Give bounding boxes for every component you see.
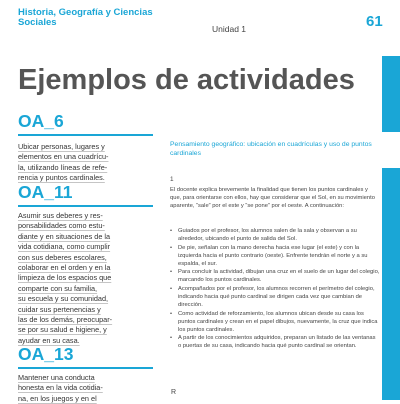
objective-line: cuidar sus pertenencias y (18, 304, 101, 314)
activity-step-text: Para concluir la actividad, dibujan una cruz en el suelo de un lugar del colegio, marcando los puntos cardinales. (178, 269, 380, 284)
objective-line: la, utilizando líneas de refe- (18, 162, 108, 172)
objective-description-oa6 (18, 142, 156, 184)
bullet-icon: • (170, 335, 173, 342)
objective-line: diante y en situaciones de la (18, 231, 111, 241)
objective-line: Ubicar personas, lugares y (18, 142, 105, 151)
objective-line: limpieza de los espacios que (18, 273, 112, 283)
objective-code-oa13: OA_13 (18, 344, 74, 364)
objective-line: comparte con su familia, (18, 283, 98, 293)
activity-step (170, 310, 380, 334)
activity-steps-list (170, 227, 380, 351)
activity-step-text: Acompañados por el profesor, los alumnos recorren el perímetro del colegio, indicando hacia qué punto cardinal se dirigen cada vez que cambian de dirección. (178, 285, 375, 309)
activity-step-text: De pie, señalan con la mano derecha hacia ese lugar (el este) y con la izquierda hacia el punto contrario (oeste). Enfrente tendrán el norte y a su espalda, el sur. (178, 244, 368, 267)
activity-step-text: Guiados por el profesor, los alumnos salen de la sala y observan a su alrededor, ubicando el punto de salida del Sol. (178, 228, 357, 243)
page-number: 61 (366, 13, 383, 30)
objective-line: rencia y puntos cardinales. (18, 173, 105, 183)
continues-reference: R (171, 389, 177, 396)
activity-step-text: A partir de los conocimientos adquiridos, preparan un listado de las ventanas o puertas de su casa, indicando hacia qué punto cardinal se orientan. (178, 335, 376, 350)
activity-step-text: Como actividad de reforzamiento, los alumnos ubican desde su casa los puntos cardinales y crean en el papel dibujos, nuevamente, la cruz que indica los puntos cardinales. (178, 310, 378, 333)
objective-line: se por su salud e higiene, y (18, 325, 107, 335)
objective-line: las de los demás, preocupar- (18, 315, 113, 325)
objective-description-oa13 (18, 373, 156, 404)
activity-heading: Pensamiento geográfico: ubicación en cuadrículas y uso de puntos cardinales (170, 141, 372, 158)
activity-step (170, 244, 380, 268)
activity-step (170, 268, 380, 284)
unit-label: Unidad 1 (212, 24, 247, 34)
bullet-icon: • (170, 285, 173, 292)
page-title: Ejemplos de actividades (18, 64, 355, 96)
subject-title: Historia, Geografía y Ciencias Sociales (18, 7, 153, 28)
objective-code-oa6: OA_6 (18, 111, 64, 131)
objective-line: na, en los juegos y en el (18, 393, 97, 403)
side-tab (382, 56, 400, 400)
objective-line: con sus deberes escolares, (18, 252, 107, 262)
bullet-icon: • (170, 244, 173, 251)
objective-description-oa11 (18, 211, 156, 346)
bullet-icon: • (170, 269, 173, 276)
objective-line: ayudar en su casa. (18, 335, 80, 345)
objective-line: vida cotidiana, como cumplir (18, 242, 111, 252)
objective-rule (18, 134, 153, 136)
objective-line: ponsabilidades como estu- (18, 221, 105, 231)
side-tab-notch (382, 132, 400, 168)
activity-step (170, 334, 380, 350)
objective-rule (18, 367, 153, 369)
activity-step (170, 285, 380, 309)
activity-intro: El docente explica brevemente la finalidad que tienen los puntos cardinales y que, para orientarse con ellos, hay que considerar que el Sol, en su movimiento aparente, “sale” por el este y “se pone” por el oeste. A continuación: (170, 187, 375, 210)
activity-number: 1 (170, 176, 174, 183)
objective-line: su escuela y su comunidad, (18, 294, 109, 304)
objective-line: Asumir sus deberes y res- (18, 211, 103, 220)
objective-line: colaborar en el orden y en la (18, 263, 111, 273)
objective-line: Mantener una conducta (18, 373, 95, 382)
objective-code-oa11: OA_11 (18, 182, 73, 202)
activity-step (170, 227, 380, 243)
objective-line: honesta en la vida cotidia- (18, 383, 103, 393)
bullet-icon: • (170, 228, 173, 234)
objective-line: elementos en una cuadrícu- (18, 152, 109, 162)
bullet-icon: • (170, 310, 173, 317)
objective-rule (18, 205, 153, 207)
